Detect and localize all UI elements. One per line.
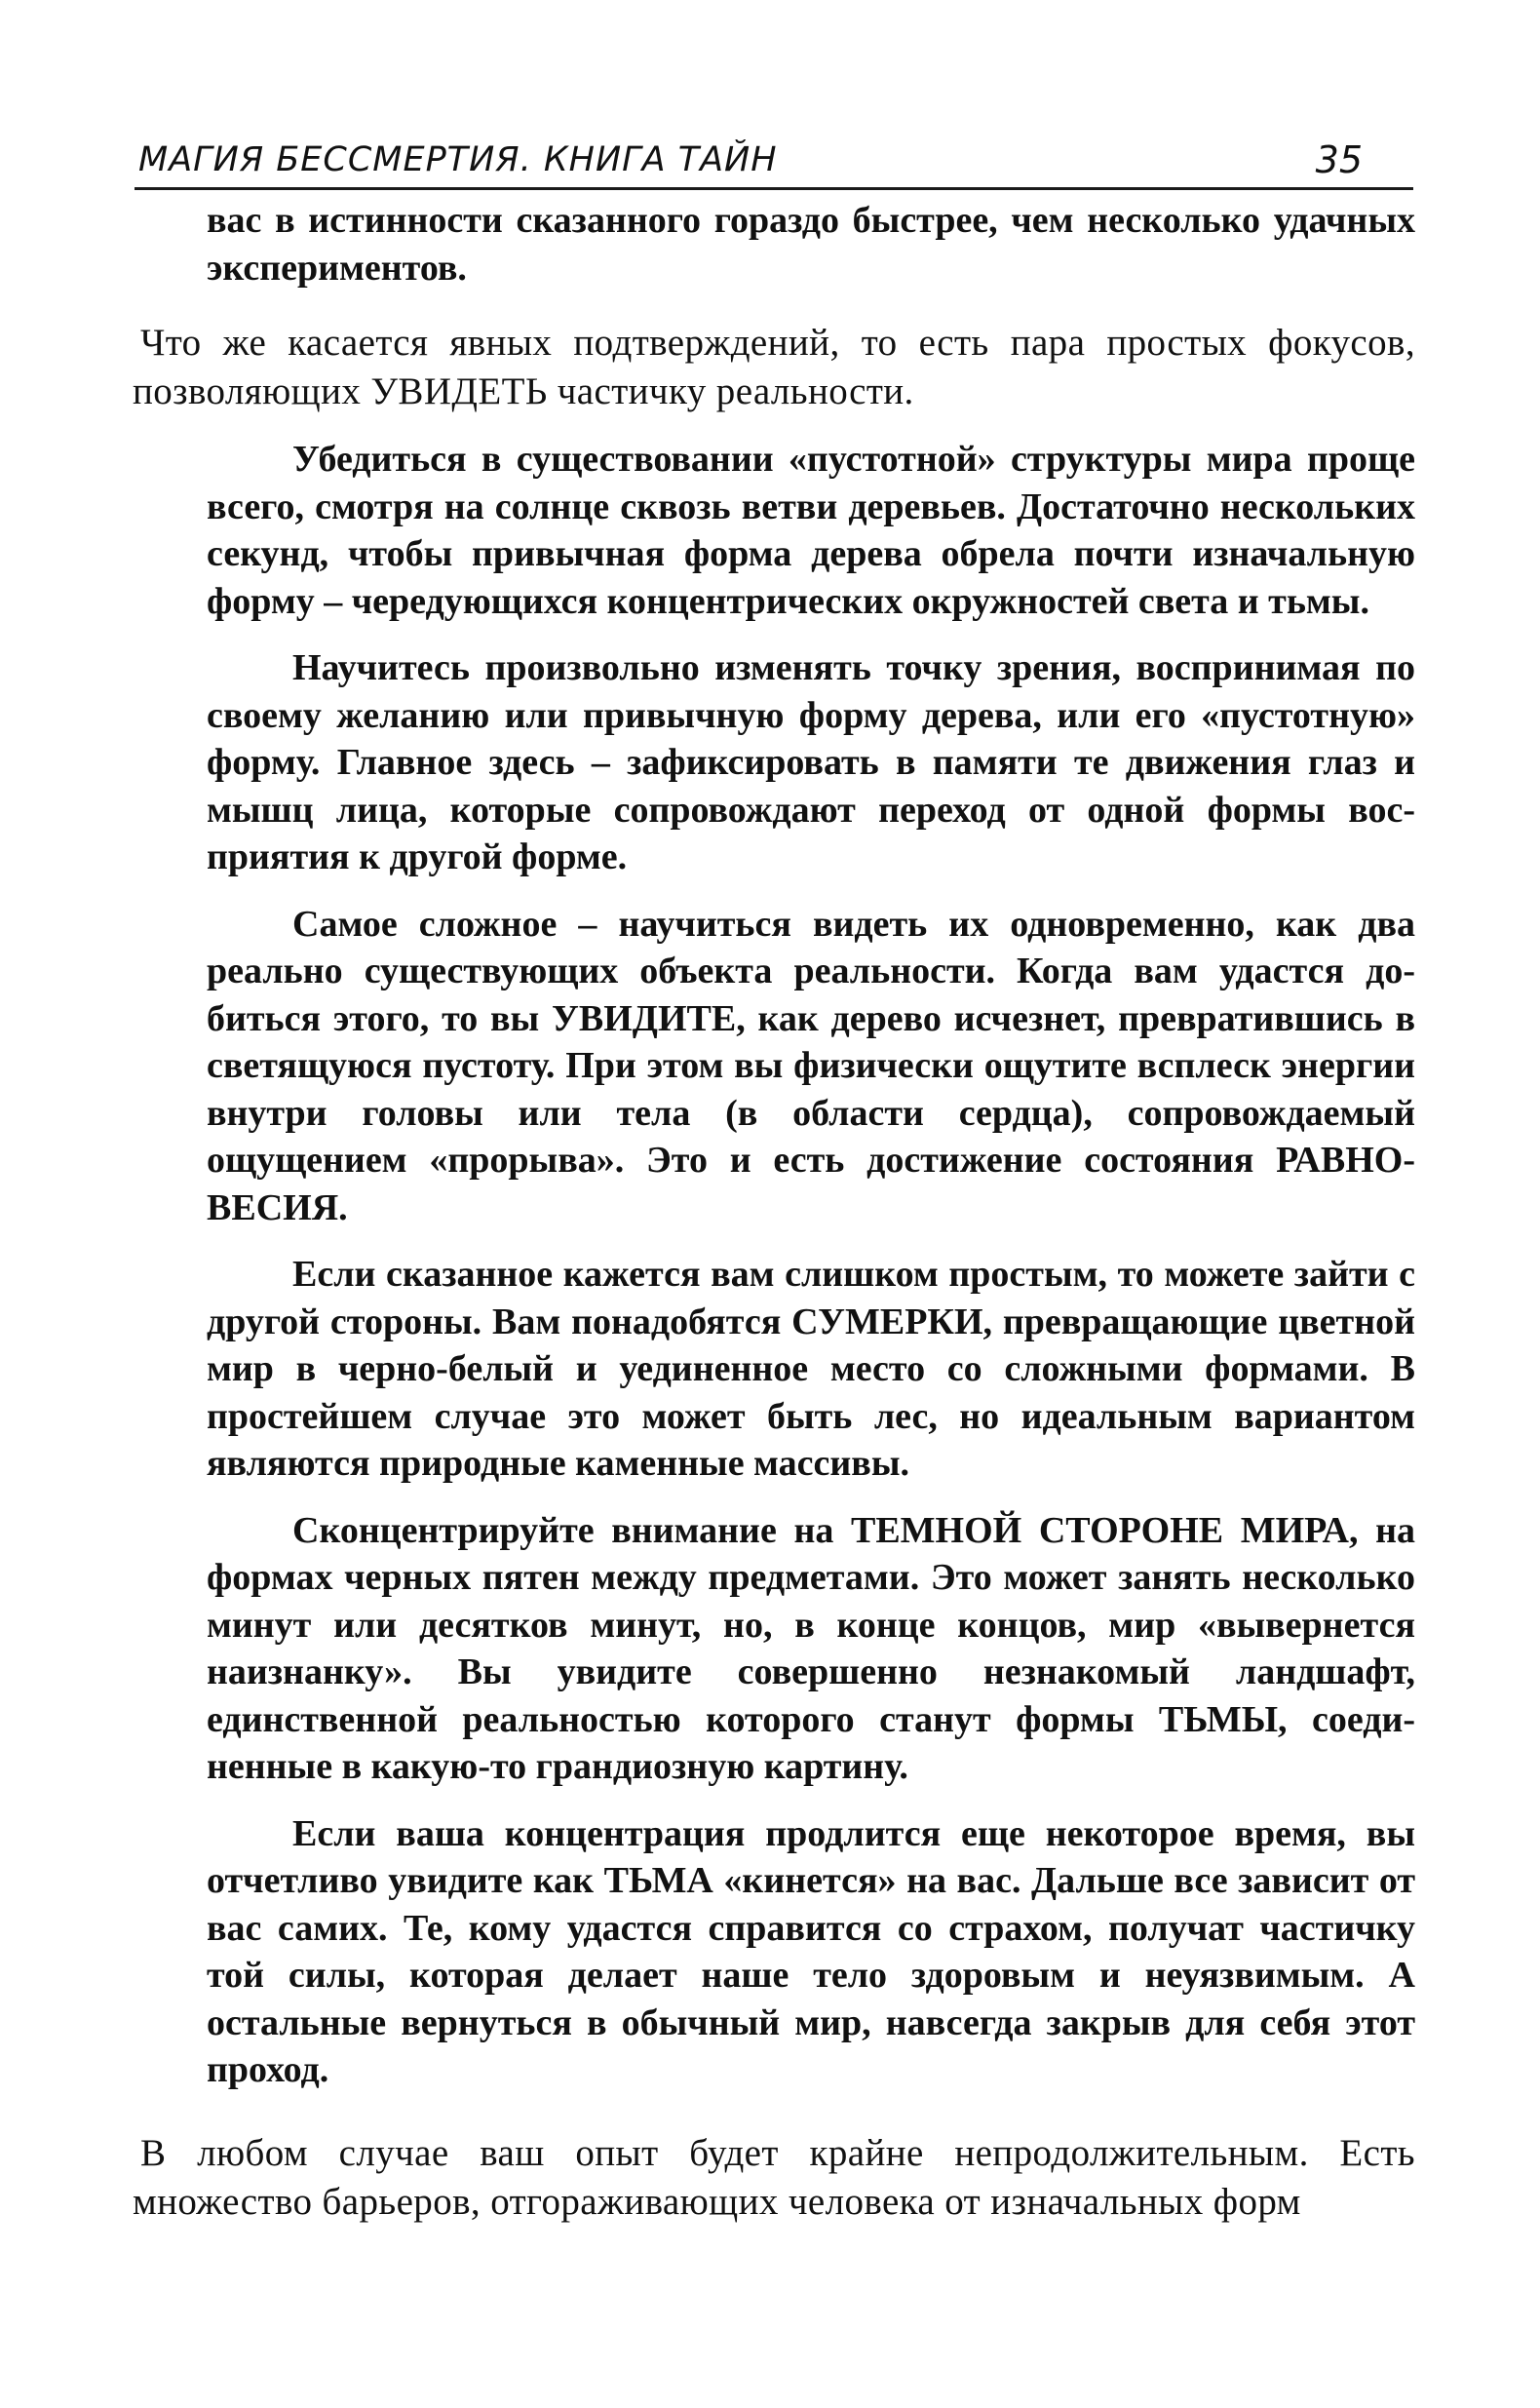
paragraph-see-simultaneously: Самое сложное – научиться видеть их одновременно, как два реально существующих объекта реальности. Когда вам удастся добиться этого, то вы УВИДИТЕ, как дерево исчезнет, превратившись в светящуюся пустоту. При этом вы физически ощутите всплеск энергии внутри головы или тела (в области сердца), сопровождаемый ощущением «прорыва». Это и есть достижение состояния РАВНОВЕСИЯ. — [207, 903, 1415, 1228]
page-number: 35 — [1315, 138, 1363, 181]
running-title: МАГИЯ БЕССМЕРТИЯ. КНИГА ТАЙН — [138, 140, 778, 179]
paragraph-twilight: Если сказанное кажется вам слишком простым, то можете зайти с другой стороны. Вам понадобятся СУМЕРКИ, превращающие цветной мир в черно-белый и уединенное место со сложными формами. В простейшем случае это может быть лес, но идеальным вариантом являются природные каменные массивы. — [207, 1254, 1415, 1484]
paragraph-plain-intro: Что же касается явных подтверждений, то есть пара простых фокусов, позволяющих УВИДЕТЬ частичку реальности. — [133, 322, 1415, 412]
paragraph-sun-through-branches: Убедиться в существовании «пустотной» структуры мира проще всего, смотря на солнце сквозь ветви деревьев. Достаточно нескольких секунд, чтобы привычная форма дерева обрела почти изначальную форму – чередующихся концентрических окружностей света и тьмы. — [207, 439, 1415, 622]
paragraph-plain-conclusion: В любом случае ваш опыт будет крайне непродолжительным. Есть множество барьеров, отгораживающих человека от изначальных форм — [133, 2131, 1415, 2223]
paragraph-continuation: вас в истинности сказанного гораздо быстрее, чем несколько удачных экспериментов. — [207, 200, 1415, 289]
body-text — [133, 197, 1415, 2227]
paragraph-concentration: Если ваша концентрация продлится еще некоторое время, вы отчетливо увидите как ТЬМА «кинется» на вас. Дальше все зависит от вас самих. Те, кому удастся справится со страхом, получат частичку той силы, которая делает наше тело здоровым и неуязвимым. А остальные вернуться в обычный мир, навсегда закрыв для себя этот проход. — [207, 1812, 1415, 2090]
paragraph-dark-side: Сконцентрируйте внимание на ТЕМНОЙ СТОРОНЕ МИРА, на формах черных пятен между предметами. Это может занять несколько минут или десятков минут, но, в конце концов, мир «вывернется наизнанку». Вы увидите совершенно незнакомый ландшафт, единственной реальностью которого станут формы ТЬМЫ, соединенные в какую-то грандиозную картину. — [207, 1509, 1415, 1787]
paragraph-change-viewpoint: Научитесь произвольно изменять точку зрения, воспринимая по своему желанию или привычную форму дерева, или его «пустотную» форму. Главное здесь – зафиксировать в памяти те движения глаз и мышц лица, которые сопровождают переход от одной формы восприятия к другой форме. — [207, 647, 1415, 877]
running-header — [135, 136, 1413, 190]
